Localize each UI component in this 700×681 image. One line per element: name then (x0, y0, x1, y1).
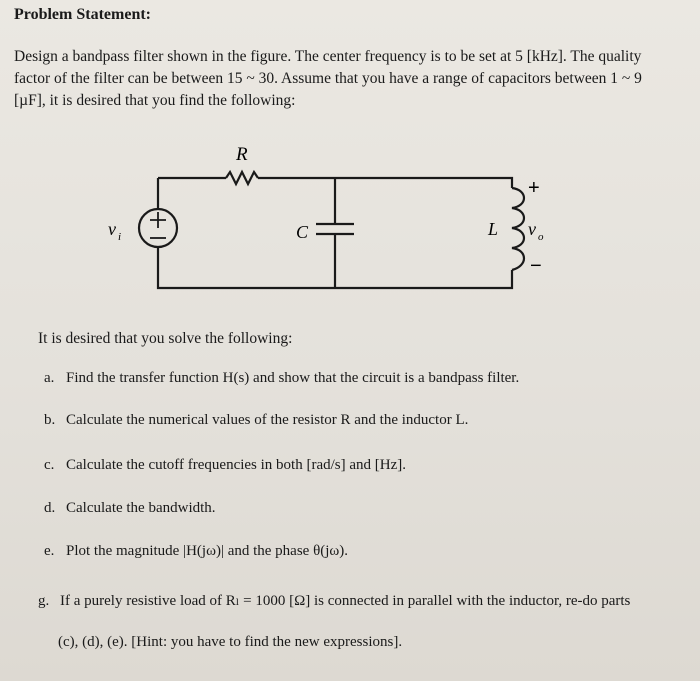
capacitor-symbol (316, 178, 354, 288)
list-item-label: e. (44, 543, 55, 559)
instructions-intro: It is desired that you solve the following: (38, 330, 293, 347)
list-item-text: If a purely resistive load of Rₗ = 1000 [Ω] is connected in parallel with the inductor, re-do parts (60, 593, 631, 609)
list-item-text: Find the transfer function H(s) and show that the circuit is a bandpass filter. (66, 370, 520, 386)
list-item-text: Plot the magnitude |H(jω)| and the phase θ(jω). (66, 543, 349, 559)
source-label: v (108, 219, 116, 239)
wire-top-right (258, 178, 512, 188)
list-item (44, 412, 468, 429)
page-title: Problem Statement: (14, 6, 151, 23)
list-item (38, 591, 630, 610)
list-item (44, 457, 406, 474)
output-plus-label: + (528, 177, 540, 199)
list-item-text: Calculate the cutoff frequencies in both [rad/s] and [Hz]. (66, 457, 407, 473)
inductor-symbol (512, 188, 524, 270)
list-item (44, 543, 348, 560)
capacitor-label: C (296, 222, 309, 242)
resistor-symbol (226, 172, 258, 184)
list-item-text: Calculate the bandwidth. (66, 500, 216, 516)
list-item (44, 500, 216, 517)
output-label: v (528, 219, 536, 239)
source-label-sub: i (118, 231, 122, 243)
list-item-continuation: (c), (d), (e). [Hint: you have to find the new expressions]. (58, 634, 403, 650)
inductor-label: L (488, 219, 499, 239)
list-item-label: d. (44, 500, 56, 516)
output-minus-label: − (530, 255, 542, 277)
list-item-label: a. (44, 370, 55, 386)
wire-top-left (158, 178, 226, 186)
list-item-text: Calculate the numerical values of the resistor R and the inductor L. (66, 412, 469, 428)
output-label-sub: o (538, 231, 544, 243)
resistor-label: R (236, 144, 248, 165)
list-item-label: g. (38, 593, 50, 609)
list-item-label: b. (44, 412, 56, 428)
list-item-label: c. (44, 457, 55, 473)
list-item (44, 370, 519, 387)
source-plus-sign (150, 212, 166, 228)
problem-paragraph: Design a bandpass filter shown in the figure. The center frequency is to be set at 5 [kHz]. The quality factor of the filter can be between 15 ~ 30. Assume that you have a range of capacitors between 1 ~ 9 [µF], it is desired that you find the following: (14, 48, 642, 109)
